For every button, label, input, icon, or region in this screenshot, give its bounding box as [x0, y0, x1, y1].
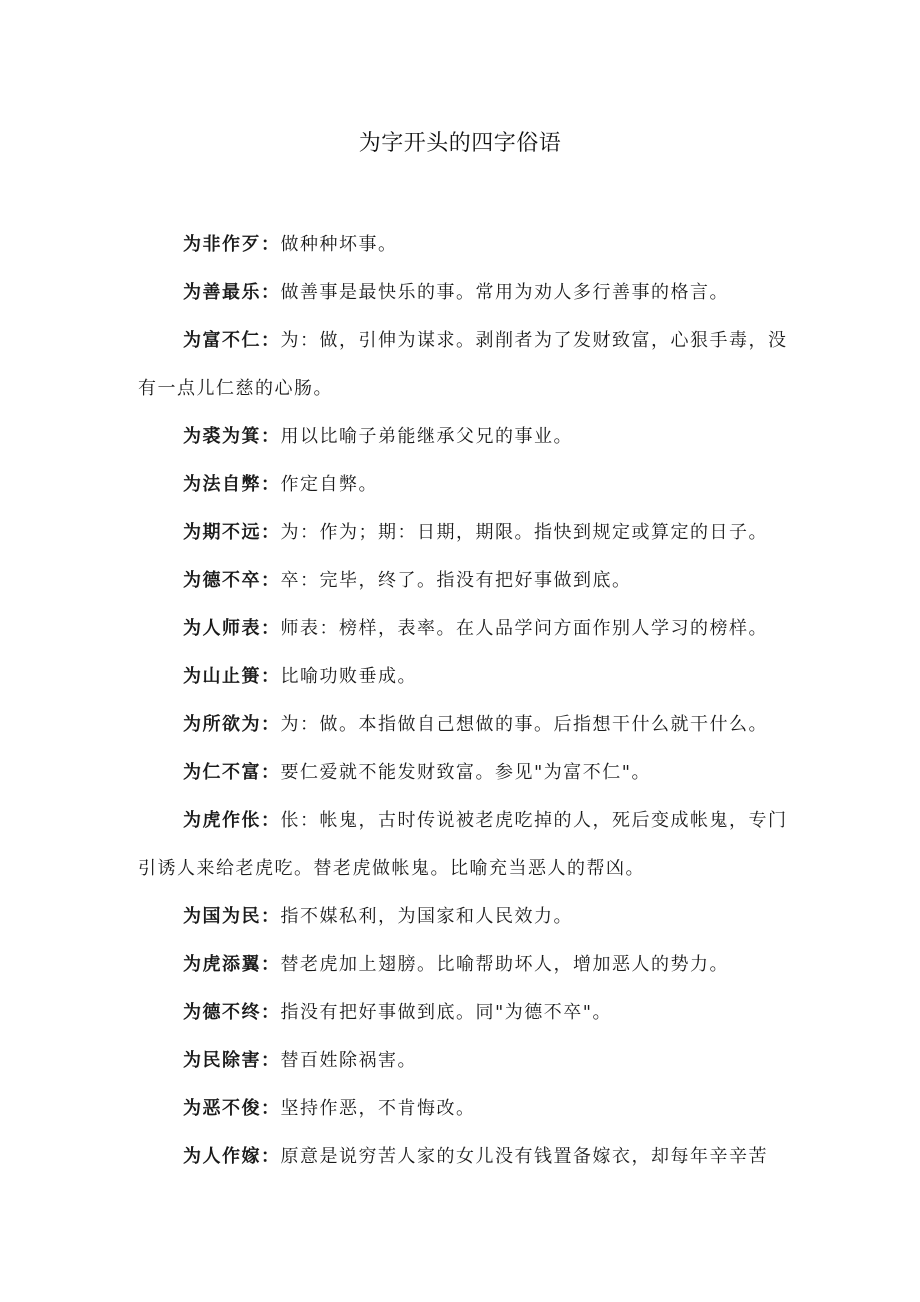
- list-item: [138, 413, 798, 461]
- entry-term: 为人作嫁：: [183, 1146, 281, 1167]
- entry-term: 为所欲为：: [183, 714, 281, 735]
- entry-definition: 为：作为；期：日期，期限。指快到规定或算定的日子。: [280, 522, 768, 543]
- entry-term: 为民除害：: [183, 1050, 281, 1071]
- list-item: [138, 317, 798, 413]
- entry-definition: 为：做。本指做自己想做的事。后指想干什么就干什么。: [280, 714, 768, 735]
- entry-term: 为非作歹：: [183, 234, 281, 255]
- entry-definition: 做种种坏事。: [280, 234, 398, 255]
- entry-term: 为德不卒：: [183, 570, 281, 591]
- list-item: [138, 1085, 798, 1133]
- entry-term: 为法自弊：: [183, 474, 281, 495]
- list-item: [138, 509, 798, 557]
- page-title: 为字开头的四字俗语: [358, 131, 562, 156]
- entry-term: 为虎作伥：: [183, 810, 281, 831]
- list-item: [138, 269, 798, 317]
- entry-definition: 替百姓除祸害。: [280, 1050, 417, 1071]
- entry-definition: 坚持作恶，不肯悔改。: [280, 1098, 476, 1119]
- entry-term: 为富不仁：: [183, 330, 281, 351]
- entry-term: 为山止篑：: [183, 666, 281, 687]
- list-item: [138, 1037, 798, 1085]
- list-item: [138, 605, 798, 653]
- list-item: [138, 749, 798, 797]
- list-item: [138, 1133, 798, 1181]
- list-item: [138, 653, 798, 701]
- entry-definition: 比喻功败垂成。: [280, 666, 417, 687]
- entry-definition: 原意是说穷苦人家的女儿没有钱置备嫁衣，却每年辛辛苦: [280, 1146, 768, 1167]
- entry-definition: 伥：帐鬼，古时传说被老虎吃掉的人，死后变成帐鬼，专门引诱人来给老虎吃。替老虎做帐鬼。比喻充当恶人的帮凶。: [138, 810, 788, 879]
- entry-term: 为善最乐：: [183, 282, 281, 303]
- entry-definition: 指没有把好事做到底。同"为德不卒"。: [280, 1002, 613, 1023]
- entry-term: 为裘为箕：: [183, 426, 281, 447]
- list-item: [138, 221, 798, 269]
- entry-list: [138, 221, 798, 1181]
- entry-term: 为虎添翼：: [183, 954, 281, 975]
- entry-term: 为仁不富：: [183, 762, 281, 783]
- list-item: [138, 941, 798, 989]
- entry-term: 为国为民：: [183, 906, 281, 927]
- list-item: [138, 701, 798, 749]
- entry-definition: 师表：榜样，表率。在人品学问方面作别人学习的榜样。: [280, 618, 768, 639]
- entry-definition: 做善事是最快乐的事。常用为劝人多行善事的格言。: [280, 282, 729, 303]
- entry-definition: 卒：完毕，终了。指没有把好事做到底。: [280, 570, 632, 591]
- list-item: [138, 557, 798, 605]
- entry-definition: 要仁爱就不能发财致富。参见"为富不仁"。: [280, 762, 652, 783]
- entry-definition: 替老虎加上翅膀。比喻帮助坏人，增加恶人的势力。: [280, 954, 729, 975]
- entry-term: 为期不远：: [183, 522, 281, 543]
- list-item: [138, 797, 798, 893]
- entry-term: 为人师表：: [183, 618, 281, 639]
- entry-definition: 作定自弊。: [280, 474, 378, 495]
- entry-definition: 用以比喻子弟能继承父兄的事业。: [280, 426, 573, 447]
- entry-term: 为恶不俊：: [183, 1098, 281, 1119]
- entry-definition: 指不媒私利，为国家和人民效力。: [280, 906, 573, 927]
- list-item: [138, 461, 798, 509]
- entry-definition: 为：做，引伸为谋求。剥削者为了发财致富，心狠手毒，没有一点儿仁慈的心肠。: [138, 330, 788, 399]
- list-item: [138, 893, 798, 941]
- entry-term: 为德不终：: [183, 1002, 281, 1023]
- list-item: [138, 989, 798, 1037]
